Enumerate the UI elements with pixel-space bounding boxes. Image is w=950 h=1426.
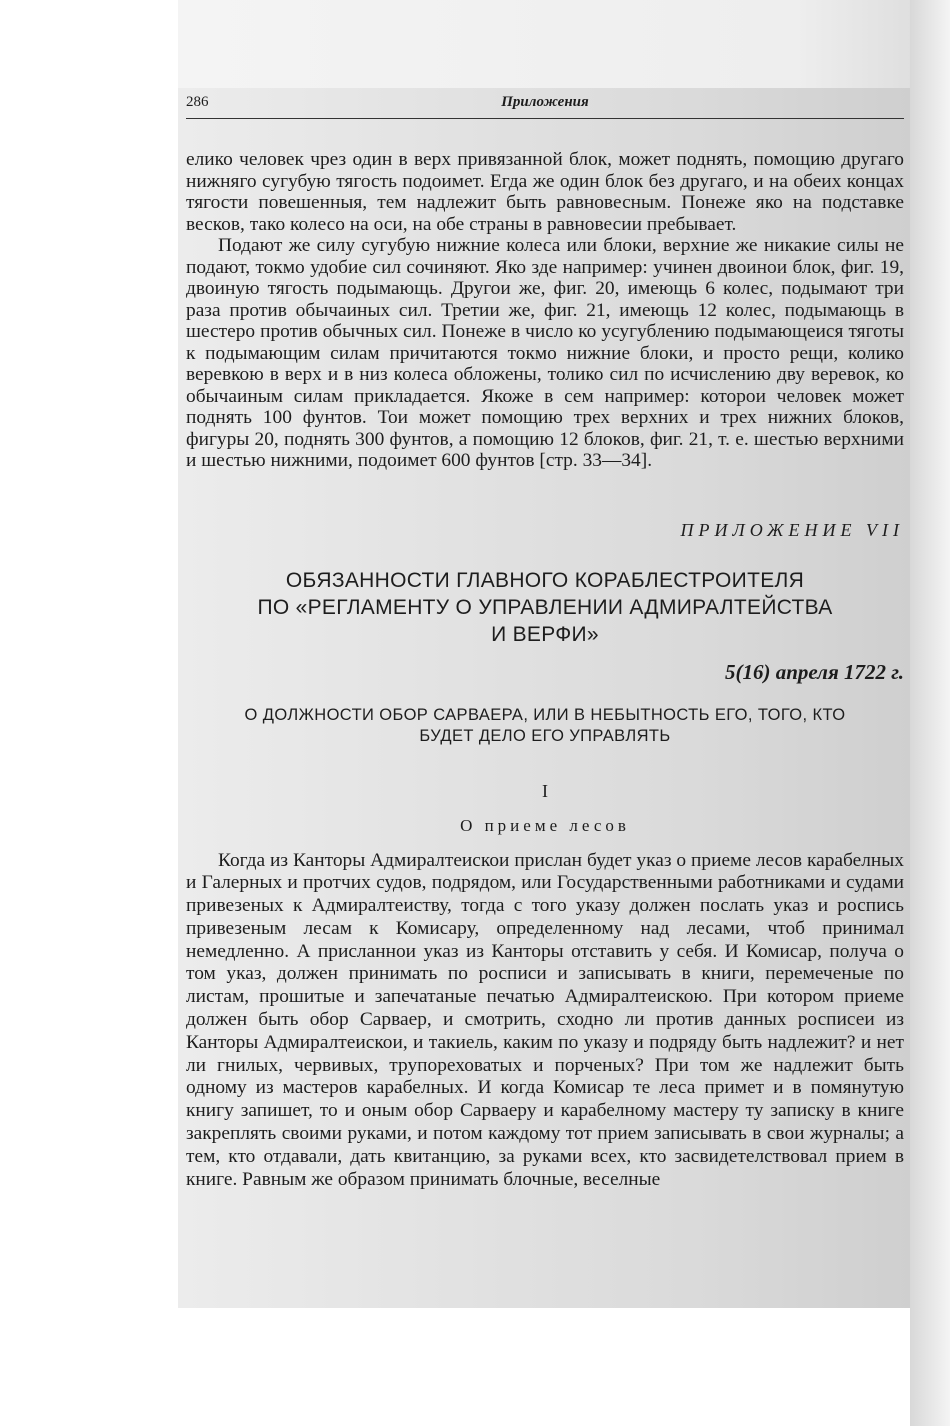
paragraph: Когда из Канторы Адмиралтеискои прислан будет указ о приеме лесов карабелных и Галерных и протчих судов, подрядом, или Государственными работниками и судами привезеных к Адмиралтеиству, тогда с того указу должен послать указ и роспись привезеным лесам к Комисару, определенному над лесами, чтоб принимал немедленно. А присланнои указ из Канторы отставить у себя. И Комисар, получа о том указ, должен принимать по росписи и записывать в книги, перемеченые по листам, прошитые и запечатаные печатью Адмиралтеискою. При котором приеме должен быть обор Сарваер, и смотрить, сходно ли против данных росписеи из Канторы Адмиралтеискои, и такиель, каким по указу и подряду быть надлежит? и нет ли гнилых, червивых, трупореховатых и порченых? При том же надлежит быть одному из мастеров карабелных. И когда Комисар те леса примет и в помянутую книгу запишет, то и оным обор Сарваеру и карабелному мастеру ту записку в книге закреплять своими руками, и потом каждому тот прием записывать в свои журналы; а тем, кто отдавали, дать квитанцию, за руками всех, кто засвидетелствовал прием в книге. Равным же образом принимать блочные, веселные [186, 849, 904, 1190]
paragraph: елико человек чрез один в верх привязанной блок, может поднять, помощию другаго нижняго сугубую тягость подоимет. Егда же один блок без другаго, и на обеих концах тягости повешенныя, тем надлежит быть равновесным. Понеже яко на подставке весков, тако колесо на оси, на обе страны в равновесии пребывает. [186, 149, 904, 235]
heading-line: БУДЕТ ДЕЛО ЕГО УПРАВЛЯТЬ [419, 726, 671, 745]
section-heading [186, 705, 904, 747]
page-content [186, 92, 904, 1191]
body-text-bottom [186, 850, 904, 1192]
subheading: О приеме лесов [460, 815, 630, 835]
title-line: ПО «РЕГЛАМЕНТУ О УПРАВЛЕНИИ АДМИРАЛТЕЙСТВА [257, 595, 833, 619]
title-line: ОБЯЗАННОСТИ ГЛАВНОГО КОРАБЛЕСТРОИТЕЛЯ [285, 568, 805, 592]
document-date: 5(16) апреля 1722 г. [724, 659, 904, 684]
section-numeral: I [542, 780, 548, 801]
appendix-label: ПРИЛОЖЕНИЕ VII [680, 519, 904, 540]
running-title: Приложения [501, 94, 589, 110]
title-line: И ВЕРФИ» [491, 622, 599, 646]
page-edge [910, 0, 950, 1426]
body-text-top [186, 149, 904, 472]
paragraph: Подают же силу сугубую нижние колеса или блоки, верхние же никакие силы не подают, токмо удобие сил сочиняют. Яко зде например: учинен двоинои блок, фиг. 19, двоиную тягость подымающь. Другои же, фиг. 20, имеющь 6 колес, подымают три раза против обычаиных сил. Третии же, фиг. 21, имеющь 12 колес, подымающь в шестеро против обычных сил. Понеже в число ко усугублению подымающеися тяготы к подымающим силам причитаются токмо нижние блоки, и просто рещи, колико веревкою в верх и в низ колеса обложены, толико сил по исчислению дву веревок, ко обычаиным силам прикладается. Якоже в сем например: которои человек может поднять 100 фунтов. Тои может помощию трех верхних и трех нижних блоков, фигуры 20, поднять 300 фунтов, а помощию 12 блоков, фиг. 21, т. е. шестью верхними и шестью нижними, подоимет 600 фунтов [стр. 33—34]. [186, 235, 904, 471]
page-top-shadow [178, 0, 950, 90]
document-title [186, 567, 904, 648]
heading-line: О ДОЛЖНОСТИ ОБОР САРВАЕРА, ИЛИ В НЕБЫТНОСТЬ ЕГО, ТОГО, КТО [244, 705, 846, 724]
page-number: 286 [186, 94, 209, 110]
running-head [186, 92, 904, 119]
